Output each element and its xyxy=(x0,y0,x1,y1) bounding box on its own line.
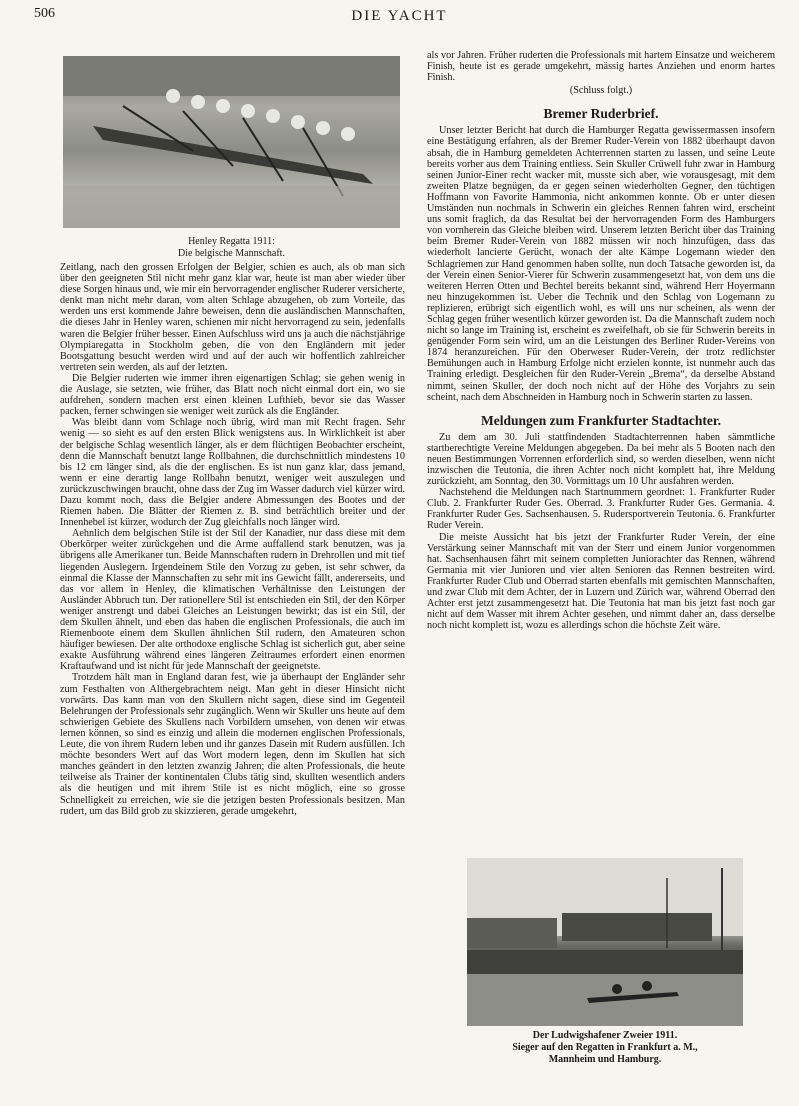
page-number: 506 xyxy=(34,6,55,21)
left-paragraph: Aehnlich dem belgischen Stile ist der Stil der Kanadier, nur dass diese mit dem Oberkörper weiter zurückgehen und die Arme auffallend stark benutzen, was ja übrigens alle Amerikaner tun. Beide Mannschaften rudern in Drehrollen und mit tief liegenden Auslegern. Irgendeinem Stile den Vorzug zu geben, ist sehr schwer, da einmal die Klasse der Mannschaften zu sehr mit ins Gewicht fällt, andererseits, und das vor allem in Henley, die klimatischen Verhältnisse den Leistungen der Ausländer Abbruch tun. Der rationellere Stil ist entschieden ein Stil, der den Körper weniger anstrengt und dabei Gleiches an Leistungen bewirkt; das ist ein Stil, der dem Skullen ähnelt, und eben das haben die englischen Professionals, die auch im Riemenboote einem dem Skullen ähnlichen Stil rudern, den Amateuren schon häufiger bewiesen. Der alte orthodoxe englische Schlag ist sicherlich gut, aber seine exakte Ausführung während eines längeren Zeitraumes erfordert einen enormen Kraftaufwand und ist nicht für jede Mannschaft der geeignetste. xyxy=(60,528,405,673)
right-column xyxy=(427,50,775,631)
bottom-caption-line1: Der Ludwigshafener Zweier 1911. xyxy=(532,1030,678,1041)
section-title-bremer: Bremer Ruderbrief. xyxy=(543,106,659,122)
bottom-caption-line3: Mannheim und Hamburg. xyxy=(548,1054,662,1065)
section-title-frankfurter: Meldungen zum Frankfurter Stadtachter. xyxy=(481,412,721,428)
bottom-figure-caption xyxy=(467,1030,743,1066)
left-paragraph: Die Belgier ruderten wie immer ihren eigenartigen Schlag; sie gehen wenig in die Auslage, sie setzten, wie früher, das Blatt noch nicht einmal dort ein, wo sie aufdrehen, sondern machen erst einen kleinen Lufthieb, bevor sie das Wasser packen, ferner schwingen sie weniger weit zurück als die Engländer. xyxy=(60,372,405,418)
bottom-caption-line2: Sieger auf den Regatten in Frankfurt a. M., xyxy=(512,1042,698,1053)
frankfurter-paragraph: Nachstehend die Meldungen nach Startnummern geordnet: 1. Frankfurter Ruder Club. 2. Frankfurter Ruder Ges. Oberrad. 3. Frankfurter Ruder Ges. Germania. 4. Frankfurter Ruder Ges. Sachsenhausen. 5. Rudersportverein Teutonia. 6. Frankfurter Ruder Verein. xyxy=(427,487,775,532)
frankfurter-paragraph: Zu dem am 30. Juli stattfindenden Stadtachterrennen haben sämmtliche startberechtigte Vereine Meldungen abgegeben. Da bei mehr als 5 Booten nach den neuen Bestimmungen Vorrennen erforderlich sind, so werden dieselben, wenn nicht inzwischen die Teutonia, die ihren Achter noch nicht komplett hat, ihre Meldung zurückzieht, am Sonntag, den 30. Vormittags um 10 Uhr ausfahren werden. xyxy=(427,431,775,488)
left-paragraph: Was bleibt dann vom Schlage noch übrig, wird man mit Recht fragen. Sehr wenig — so sieht es auf den ersten Blick wenigstens aus. In Wirklichkeit ist aber der belgische Schlag wesentlich länger, als er dem flüchtigen Beobachter erscheint, denn die Mannschaft benutzt lange Rollbahnen, die durchschnittlich mindestens 10 bis 12 cm länger sind, als die der englischen. Es ist nun ganz klar, dass jemand, wenn er eine derartig lange Rollbahn benutzt, weniger weit auszulegen und zurückzuschwingen braucht, ohne dass der Zug im Wasser dadurch viel kürzer wird. Dazu kommt noch, dass die Belgier andere Abmessungen des Bootes und der Riemen haben. Die Blätter der Riemen z. B. sind beträchtlich breiter und der Innenhebel ist kürzer, wodurch der Zug gleichfalls noch länger wird. xyxy=(60,417,405,529)
journal-title: DIE YACHT xyxy=(351,8,448,24)
bremer-paragraph: Unser letzter Bericht hat durch die Hamburger Regatta gewissermassen insofern eine Bestätigung erfahren, als der Bremer Ruder-Verein von 1882 überhaupt davon absah, die in Hamburg gemeldeten Achterrennen starten zu lassen, und seine Leute bereits vorher aus dem Training entliess. Sein Skuller Crüwell fuhr zwar in Hamburg seinen Junior-Einer recht wacker mit, musste sich aber, wie vorausgesagt, mit dem zweiten Platze begnügen, da er gegen seinen wiederholten Gegner, den tüchtigen Hoffmann von Favorite Hammonia, nicht ankommen konnte. Ob er unter diesen Umständen nun nochmals in Schwerin ein gleiches Rennen fahren wird, erscheint uns somit fraglich, da das Resultat bei der hervorragenden Form des Hamburgers von vornherein das Gleiche bleiben wird. Unserem letzten Bericht über das Training beim Bremer Ruder-Verein von 1882 müssen wir noch hinzufügen, dass das wiederholt lancierte Gerücht, wonach der alte Kämpe Logemann wieder den Schlagriemen zur Hand genommen haben sollte, nun doch Tatsache geworden ist, da der Verein einen Senior-Vierer für Schwerin zusammengesetzt hat, von dem uns die weiteren Herren Otten und Bechtel bereits bekannt sind, während Herr Hoyermann neu hinzugekommen ist. Ueber die Technik und den Schlag von Logemann zu replizieren, erübrigt sich eigentlich wohl, es will uns nur scheinen, als wenn der Schlag gegen früher wesentlich kürzer geworden ist. Da die Mannschaft zudem noch nicht so lange im Training ist, erscheint es zweifelhaft, ob sie für Schwerin bereits in genügender Form sein wird, um an die Leistungen des Berliner Ruder-Vereins von 1874 heranzureichen. Für den Oberweser Ruder-Verein, der trotz redlichster Bemühungen auch in Hamburg Erfolge nicht erzielen konnte, ist nunmehr auch das Training erledigt. Desgleichen für den Ruder-Verein „Brema“, da derselbe Abstand nimmt, seinen Skuller, der doch noch nicht auf der Höhe des Vorjahrs zu sein scheint, nach dem Abschneiden in Hamburg noch in Schwerin starten zu lassen. xyxy=(427,125,775,403)
regatta-scene-illustration xyxy=(467,858,743,1026)
left-paragraph: Zeitlang, nach den grossen Erfolgen der Belgier, schien es auch, als ob man sich über den geeigneten Stil nicht mehr ganz klar war, heute ist man aber wieder über diese Sorgen hinaus und, wie mir ein hervorragender englischer Ruderer versicherte, denkt man nicht mehr daran, vom alten Schlage abzugehen, ob zum Vorteile, das werden uns erst kommende Jahre beweisen, denn die ausländischen Mannschaften, die dieses Jahr in Henley waren, schienen mir nicht hervorragend zu sein, jedenfalls waren die Belgier früher besser. Einen Aufschluss wird uns ja auch die nächstjährige Olympiaregatta in Stockholm geben, die von den Engländern mit jeder Bootsgattung besucht werden wird und auf der auch wir hoffentlich zahlreicher vertreten sein werden, als auf der letzten. xyxy=(60,262,405,373)
left-column xyxy=(60,262,405,817)
top-caption-line2: Die belgische Mannschaft. xyxy=(178,248,285,259)
top-caption-line1: Henley Regatta 1911: xyxy=(188,236,275,247)
left-paragraph: Trotzdem hält man in England daran fest, wie ja überhaupt der Engländer sehr zum Festhalten von Althergebrachtem neigt. Man geht in dieser Hinsicht nicht vorwärts. Das kann man von den Skullern nicht sagen, diese sind im Gegenteil Belehrungen der Professionals sehr zugänglich. Wenn wir Skuller uns heute auf dem schwierigen Gebiete des Skullens nach Vorbildern umsehen, von denen wir etwas lernen können, so sind es einzig und allein die modernen englischen Professionals, Leute, die von ihrem Rudern leben und ihr ganzes Dasein mit Rudern ausfüllen. Ich möchte besonders Wert auf das Wort modern legen, denn im Skullen hat sich manches geändert in den letzten zwanzig Jahren; die alten Professionals, die heute teilweise als Trainer der kontinentalen Clubs tätig sind, skullten wesentlich anders als die heutigen und mit ihrem Stile ist es nicht möglich, eine so grosse Schnelligkeit zu erreichen, wie sie die jetzigen besten Professionals besitzen. Man rudert, um das Bild grob zu skizzieren, gerade umgekehrt, xyxy=(60,672,405,817)
article-signoff: (Schluss folgt.) xyxy=(569,85,633,97)
henley-regatta-photo xyxy=(63,56,400,228)
continuation-paragraph: als vor Jahren. Früher ruderten die Professionals mit hartem Einsatze und weicherem Finish, heute ist es gerade umgekehrt, mässig hartes Anziehen und enorm hartes Finish. xyxy=(427,50,775,84)
frankfurter-paragraph: Die meiste Aussicht hat bis jetzt der Frankfurter Ruder Verein, der eine Verstärkung seiner Mannschaft mit van der Sterr und einem Junior vorgenommen hat. Sachsenhausen fährt mit seinem completten Juniorachter das Rennen, während Germania mit vier Junioren und vier alten Senioren das Rennen bestreiten wird. Frankfurter Ruder Club und Oberrad starten ebenfalls mit gemischten Mannschaften, und zwar Club mit dem Achter, der in Luzern und Zürich war, während Oberrad den Achter erst jetzt zusammengesetzt hat. Die Teutonia hat man bis jetzt fast noch gar nicht auf dem Wasser mit ihrem Achter gesehen, und nimmt daher an, dass derselbe noch nicht komplett ist, wozu es allerdings schon die höchste Zeit wäre. xyxy=(427,531,775,632)
ludwigshafen-zweier-photo xyxy=(467,858,743,1026)
rowing-crew-illustration xyxy=(63,56,400,228)
top-figure-caption xyxy=(63,236,400,260)
